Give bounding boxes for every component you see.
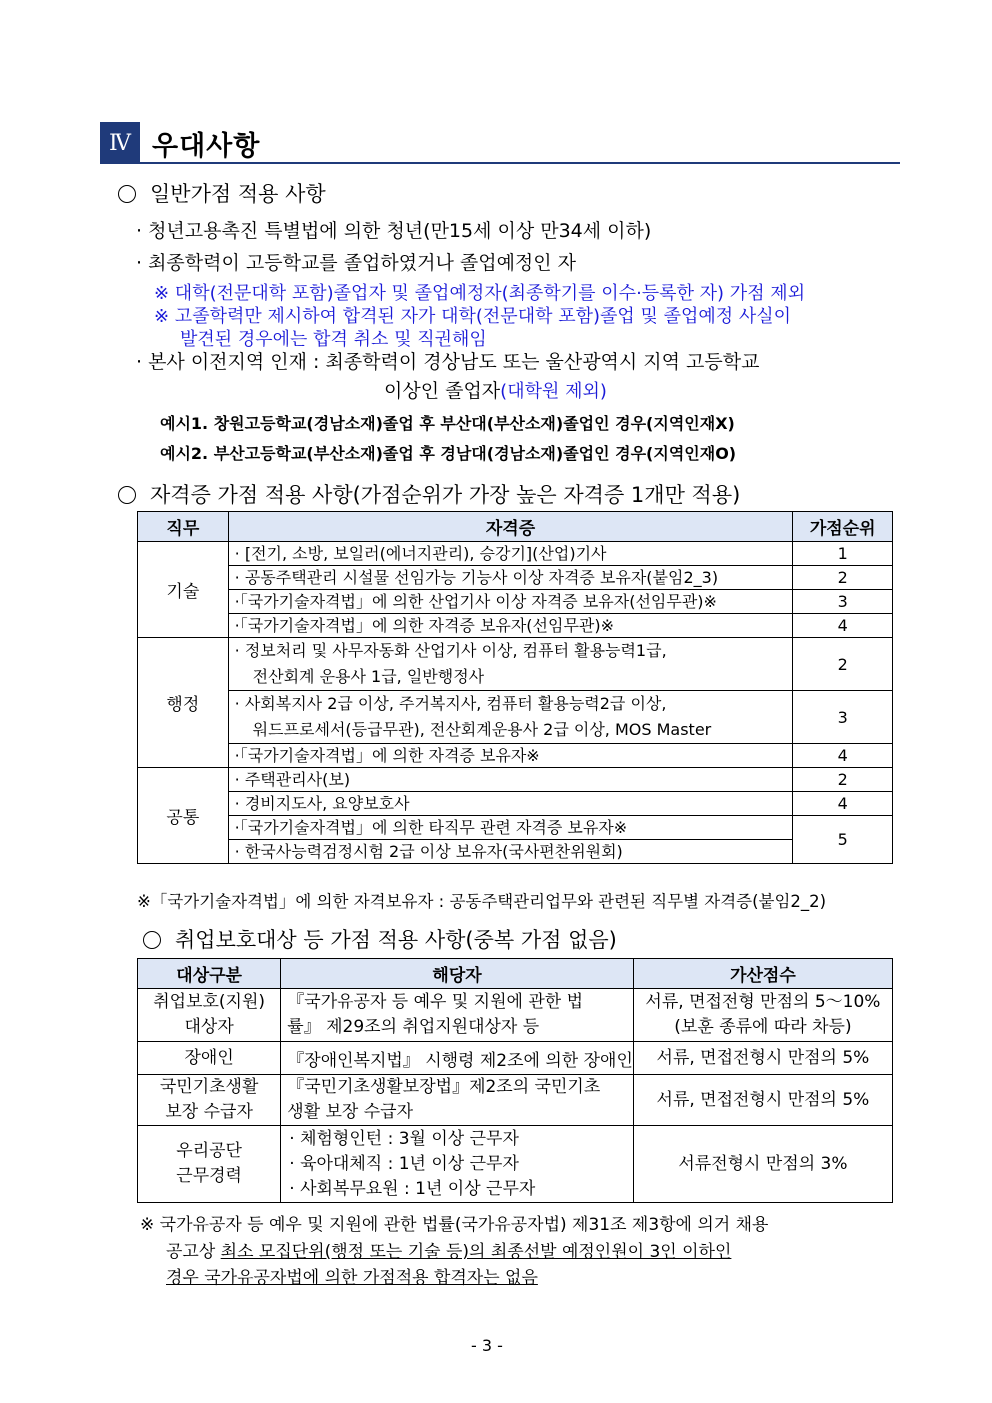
section-title: 우대사항 bbox=[152, 131, 261, 162]
col-cert: 자격증 bbox=[228, 512, 793, 542]
protect-table bbox=[137, 958, 893, 1203]
cell-line: 우리공단 bbox=[176, 1141, 242, 1161]
cert-item-line: · 정보처리 및 사무자동화 산업기사 이상, 컴퓨터 활용능력1급, bbox=[234, 641, 667, 660]
protect-table-header bbox=[138, 959, 893, 989]
general-line-youth: · 청년고용촉진 특별법에 의한 청년(만15세 이상 만34세 이하) bbox=[136, 220, 652, 242]
cert-item bbox=[228, 691, 793, 744]
points-cell: 서류, 면접전형시 만점의 5% bbox=[633, 1075, 892, 1126]
circle-bullet-icon bbox=[118, 185, 136, 203]
cell-line: 서류, 면접전형 만점의 5～10% bbox=[645, 992, 881, 1012]
circle-bullet-icon bbox=[118, 486, 136, 504]
cert-item: · [전기, 소방, 보일러(에너지관리), 승강기](산업)기사 bbox=[228, 542, 793, 566]
cert-footnote: ※「국가기술자격법」에 의한 자격보유자 : 공동주택관리업무와 관련된 직무별 자격증(붙임2_2) bbox=[137, 892, 827, 911]
cert-item-line: 전산회계 운용사 1급, 일반행정사 bbox=[252, 667, 485, 686]
cert-item: · 한국사능력검정시험 2급 이상 보유자(국사편찬위원회) bbox=[228, 840, 793, 864]
local-talent-text: 이상인 졸업자 bbox=[384, 380, 501, 402]
cell-line: 보장 수급자 bbox=[165, 1102, 253, 1122]
table-row bbox=[138, 768, 893, 792]
category-tech: 기술 bbox=[138, 542, 229, 638]
cert-item: · 경비지도사, 요양보호사 bbox=[228, 792, 793, 816]
category-admin: 행정 bbox=[138, 638, 229, 768]
general-note-university: ※ 대학(전문대학 포함)졸업자 및 졸업예정자(최종학기를 이수·등록한 자) 가점 제외 bbox=[154, 283, 806, 304]
rank-value: 5 bbox=[793, 816, 893, 864]
note-prefix: 공고상 bbox=[166, 1242, 221, 1262]
general-heading-text: 일반가점 적용 사항 bbox=[150, 182, 326, 206]
eligible-cell: 『장애인복지법』 시행령 제2조에 의한 장애인 bbox=[281, 1042, 634, 1075]
rank-value: 4 bbox=[793, 744, 893, 768]
cell-line: · 사회복무요원 : 1년 이상 근무자 bbox=[289, 1178, 536, 1199]
points-cell: 서류전형시 만점의 3% bbox=[633, 1126, 892, 1203]
cert-heading bbox=[118, 479, 740, 509]
protect-note-line2 bbox=[166, 1237, 731, 1262]
col-rank: 가점순위 bbox=[793, 512, 893, 542]
rank-value: 2 bbox=[793, 638, 893, 691]
cert-item: ·「국가기술자격법」에 의한 자격증 보유자(선임무관)※ bbox=[228, 614, 793, 638]
col-points: 가산점수 bbox=[633, 959, 892, 989]
rank-value: 1 bbox=[793, 542, 893, 566]
cert-item: · 주택관리사(보) bbox=[228, 768, 793, 792]
cert-item: ·「국가기술자격법」에 의한 산업기사 이상 자격증 보유자(선임무관)※ bbox=[228, 590, 793, 614]
cert-item: ·「국가기술자격법」에 의한 자격증 보유자※ bbox=[228, 744, 793, 768]
general-note-cancel-2: 발견된 경우에는 합격 취소 및 직권해임 bbox=[180, 329, 487, 350]
target-cell: 장애인 bbox=[138, 1042, 281, 1075]
local-talent-exclusion: (대학원 제외) bbox=[500, 381, 607, 402]
table-row bbox=[138, 989, 893, 1042]
cell-line: 『국가유공자 등 예우 및 지원에 관한 법 bbox=[287, 992, 584, 1012]
table-row bbox=[138, 691, 893, 744]
general-line-local-talent: · 본사 이전지역 인재 : 최종학력이 경상남도 또는 울산광역시 지역 고등학교 bbox=[136, 351, 760, 373]
table-row bbox=[138, 1075, 893, 1126]
protect-heading bbox=[143, 924, 617, 954]
rank-value: 4 bbox=[793, 792, 893, 816]
cell-line: 『국민기초생활보장법』제2조의 국민기초 bbox=[287, 1077, 601, 1097]
category-common: 공통 bbox=[138, 768, 229, 864]
cert-item bbox=[228, 638, 793, 691]
section-number-badge: Ⅳ bbox=[100, 122, 140, 164]
protect-note-line3: 경우 국가유공자법에 의한 가점적용 합격자는 없음 bbox=[166, 1268, 538, 1288]
cert-item-line: 워드프로세서(등급무관), 전산회계운용사 2급 이상, MOS Master bbox=[252, 720, 712, 739]
rank-value: 2 bbox=[793, 768, 893, 792]
table-row bbox=[138, 566, 893, 590]
table-row bbox=[138, 590, 893, 614]
rank-value: 4 bbox=[793, 614, 893, 638]
target-cell bbox=[138, 1126, 281, 1203]
circle-bullet-icon bbox=[143, 931, 161, 949]
col-eligible: 해당자 bbox=[281, 959, 634, 989]
general-line-highschool: · 최종학력이 고등학교를 졸업하였거나 졸업예정인 자 bbox=[136, 252, 577, 274]
cell-line: 생활 보장 수급자 bbox=[287, 1102, 414, 1122]
cell-line: 국민기초생활 bbox=[159, 1077, 259, 1097]
cert-heading-text: 자격증 가점 적용 사항(가점순위가 가장 높은 자격증 1개만 적용) bbox=[150, 483, 741, 507]
table-row bbox=[138, 542, 893, 566]
table-row bbox=[138, 840, 893, 864]
cell-line: (보훈 종류에 따라 차등) bbox=[674, 1017, 852, 1037]
cert-table bbox=[137, 511, 893, 864]
example-1: 예시1. 창원고등학교(경남소재)졸업 후 부산대(부산소재)졸업인 경우(지역인재X) bbox=[160, 414, 735, 433]
col-job: 직무 bbox=[138, 512, 229, 542]
table-row bbox=[138, 1126, 893, 1203]
table-row bbox=[138, 816, 893, 840]
example-2: 예시2. 부산고등학교(부산소재)졸업 후 경남대(경남소재)졸업인 경우(지역인재O) bbox=[160, 444, 737, 463]
general-note-cancel-1: ※ 고졸학력만 제시하여 합격된 자가 대학(전문대학 포함)졸업 및 졸업예정 사실이 bbox=[154, 306, 792, 327]
page-number: - 3 - bbox=[471, 1336, 503, 1355]
cell-line: · 육아대체직 : 1년 이상 근무자 bbox=[289, 1153, 519, 1174]
section-divider bbox=[100, 162, 900, 164]
points-cell bbox=[633, 989, 892, 1042]
cell-line: 률』 제29조의 취업지원대상자 등 bbox=[287, 1017, 540, 1037]
protect-note-line1: ※ 국가유공자 등 예우 및 지원에 관한 법률(국가유공자법) 제31조 제3항에 의거 채용 bbox=[140, 1215, 769, 1235]
cert-table-header bbox=[138, 512, 893, 542]
target-cell bbox=[138, 989, 281, 1042]
table-row bbox=[138, 638, 893, 691]
cell-line: 대상자 bbox=[184, 1017, 234, 1037]
cert-item: ·「국가기술자격법」에 의한 타직무 관련 자격증 보유자※ bbox=[228, 816, 793, 840]
general-line-local-talent-cont bbox=[384, 376, 607, 403]
rank-value: 3 bbox=[793, 590, 893, 614]
table-row bbox=[138, 1042, 893, 1075]
eligible-cell bbox=[281, 1075, 634, 1126]
rank-value: 3 bbox=[793, 691, 893, 744]
cell-line: · 체험형인턴 : 3월 이상 근무자 bbox=[289, 1128, 519, 1149]
eligible-cell bbox=[281, 1126, 634, 1203]
col-target: 대상구분 bbox=[138, 959, 281, 989]
table-row bbox=[138, 744, 893, 768]
general-heading bbox=[118, 178, 326, 208]
cell-line: 취업보호(지원) bbox=[153, 992, 266, 1012]
table-row bbox=[138, 792, 893, 816]
protect-heading-text: 취업보호대상 등 가점 적용 사항(중복 가점 없음) bbox=[175, 928, 617, 952]
note-underlined: 최소 모집단위(행정 또는 기술 등)의 최종선발 예정인원이 3인 이하인 bbox=[220, 1242, 732, 1262]
rank-value: 2 bbox=[793, 566, 893, 590]
cert-item-line: · 사회복지사 2급 이상, 주거복지사, 컴퓨터 활용능력2급 이상, bbox=[234, 694, 667, 713]
points-cell: 서류, 면접전형시 만점의 5% bbox=[633, 1042, 892, 1075]
eligible-cell bbox=[281, 989, 634, 1042]
table-row bbox=[138, 614, 893, 638]
cert-item: · 공동주택관리 시설물 선임가능 기능사 이상 자격증 보유자(붙임2_3) bbox=[228, 566, 793, 590]
target-cell bbox=[138, 1075, 281, 1126]
cell-line: 근무경력 bbox=[176, 1166, 242, 1186]
